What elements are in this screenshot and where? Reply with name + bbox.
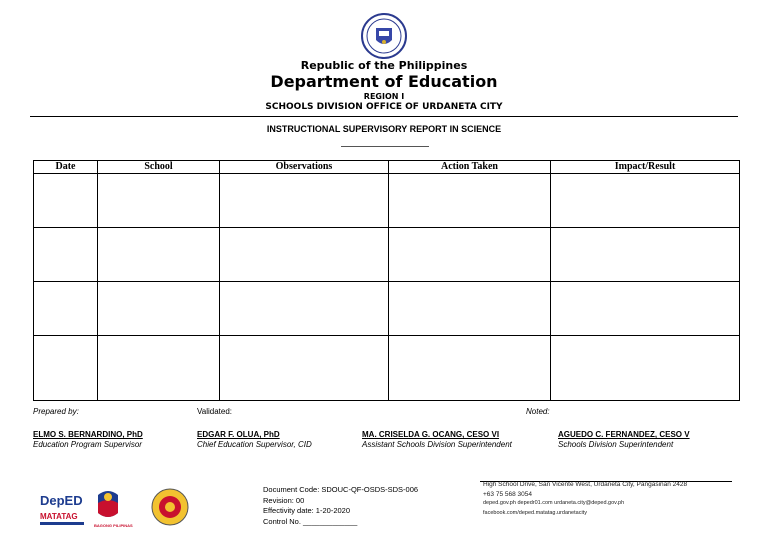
signatory-sds: [558, 430, 690, 449]
footer-logos: [36, 485, 196, 530]
deped-seal-icon: [360, 12, 408, 60]
signatory-position: Education Program Supervisor: [33, 440, 142, 449]
table-cell[interactable]: [551, 336, 740, 401]
deped-matatag-logo-icon: [40, 493, 84, 525]
table-row: [34, 228, 740, 282]
header-division: SCHOOLS DIVISION OFFICE OF URDANETA CITY: [265, 102, 503, 112]
table-cell[interactable]: [98, 174, 220, 228]
effectivity-date: Effectivity date: 1-20-2020: [263, 506, 350, 515]
table-cell[interactable]: [389, 282, 551, 336]
table-cell[interactable]: [98, 282, 220, 336]
noted-label: Noted:: [526, 407, 550, 416]
table-cell[interactable]: [551, 228, 740, 282]
signatory-asds: [362, 430, 512, 449]
table-cell[interactable]: [389, 336, 551, 401]
signatory-position: Assistant Schools Division Superintendent: [362, 440, 512, 449]
web-links[interactable]: deped.gov.ph depedr01.com urdaneta.city@deped.gov.ph: [483, 500, 625, 506]
signatory-validated: [197, 430, 312, 449]
table-cell[interactable]: [551, 174, 740, 228]
table-cell[interactable]: [389, 174, 551, 228]
table-cell[interactable]: [220, 228, 389, 282]
column-header-date: Date: [34, 161, 98, 174]
signatory-name: AGUEDO C. FERNANDEZ, CESO V: [558, 430, 690, 439]
table-cell[interactable]: [220, 282, 389, 336]
revision: Revision: 00: [263, 495, 305, 505]
division-seal-icon: [152, 489, 188, 525]
deped-logo-text: DepED: [40, 493, 83, 508]
report-table: [33, 160, 740, 401]
document-control: [263, 485, 418, 527]
table-cell[interactable]: [34, 282, 98, 336]
header-divider: [30, 116, 738, 117]
column-header-observations: Observations: [220, 161, 389, 174]
bagong-pilipinas-logo-icon: [94, 491, 133, 528]
validated-label: Validated:: [197, 407, 232, 416]
table-row: [34, 336, 740, 401]
header-department: Department of Education: [270, 72, 498, 91]
address: High School Drive, San Vicente West, Urdaneta City, Pangasinan 2428: [483, 481, 688, 488]
contact-info: [483, 480, 687, 518]
signatory-name: EDGAR F. OLUA, PhD: [197, 430, 280, 439]
column-header-school: School: [98, 161, 220, 174]
bagong-logo-text: BAGONG PILIPINAS: [94, 523, 133, 528]
signatory-name: MA. CRISELDA G. OCANG, CESO VI: [362, 430, 500, 439]
table-cell[interactable]: [389, 228, 551, 282]
control-number: Control No. _____________: [263, 516, 358, 526]
table-cell[interactable]: [220, 336, 389, 401]
prepared-by-label: Prepared by:: [33, 407, 79, 416]
signatory-position: Schools Division Superintendent: [558, 440, 674, 449]
table-cell[interactable]: [98, 336, 220, 401]
signatory-prepared: [33, 430, 143, 449]
title-underline: [341, 146, 429, 147]
matatag-logo-text: MATATAG: [40, 512, 78, 521]
table-cell[interactable]: [98, 228, 220, 282]
header-republic: Republic of the Philippines: [300, 59, 468, 72]
table-header-row: [34, 161, 740, 174]
table-cell[interactable]: [34, 336, 98, 401]
signatory-position: Chief Education Supervisor, CID: [197, 440, 312, 449]
report-title: INSTRUCTIONAL SUPERVISORY REPORT IN SCIENCE: [266, 124, 502, 134]
document-code: Document Code: SDOUC-QF-OSDS-SDS-006: [263, 485, 419, 494]
table-cell[interactable]: [551, 282, 740, 336]
phone: +63 75 568 3054: [483, 490, 532, 498]
table-row: [34, 174, 740, 228]
table-cell[interactable]: [220, 174, 389, 228]
table-row: [34, 282, 740, 336]
signatory-name: ELMO S. BERNARDINO, PhD: [33, 430, 143, 439]
table-cell[interactable]: [34, 228, 98, 282]
column-header-action-taken: Action Taken: [389, 161, 551, 174]
header-region: REGION I: [363, 92, 405, 101]
column-header-impact-result: Impact/Result: [551, 161, 740, 174]
table-cell[interactable]: [34, 174, 98, 228]
facebook-link[interactable]: facebook.com/deped.matatag.urdanetacity: [483, 509, 587, 516]
